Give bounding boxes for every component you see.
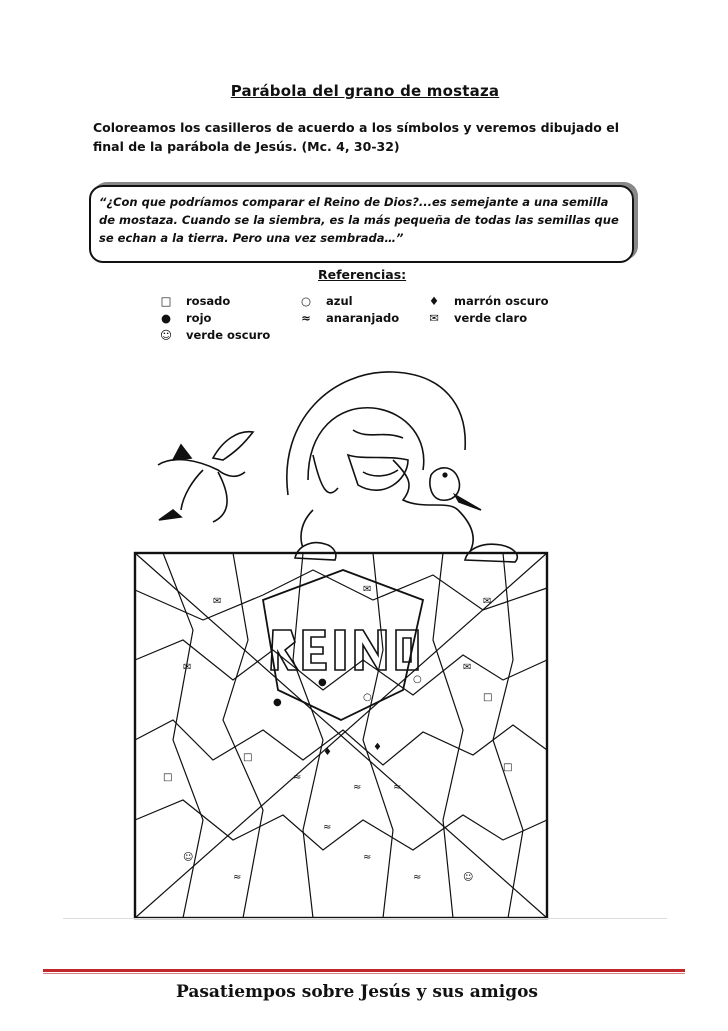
svg-text:≈: ≈ — [413, 872, 422, 883]
footer-rule-thin — [43, 973, 685, 974]
legend-item-rojo — [158, 311, 211, 325]
svg-text:✉: ✉ — [183, 662, 192, 673]
svg-text:□: □ — [503, 762, 513, 773]
footer-rule — [43, 969, 685, 972]
legend-label: rojo — [186, 311, 212, 325]
waves-icon: ≈ — [301, 311, 311, 325]
svg-text:✉: ✉ — [483, 596, 492, 607]
quote-box — [89, 185, 634, 263]
svg-text:≈: ≈ — [363, 852, 372, 863]
dove-right — [430, 468, 481, 510]
svg-text:✉: ✉ — [363, 584, 372, 595]
svg-text:≈: ≈ — [393, 782, 402, 793]
svg-text:●: ● — [318, 677, 327, 688]
legend-label: verde oscuro — [186, 328, 271, 342]
worksheet-title: Parábola del grano de mostaza — [230, 82, 500, 100]
legend-item-verde-claro — [426, 311, 527, 325]
legend-item-rosado — [158, 294, 230, 308]
svg-text:≈: ≈ — [233, 872, 242, 883]
legend-label: rosado — [186, 294, 231, 308]
legend-item-verde-oscuro — [158, 328, 270, 342]
svg-text:□: □ — [483, 692, 493, 703]
svg-text:☺: ☺ — [463, 872, 474, 883]
scan-edge — [63, 918, 667, 919]
envelope-icon: ✉ — [429, 311, 439, 325]
square-icon: □ — [160, 294, 172, 308]
circle-icon: ○ — [300, 294, 312, 308]
svg-text:○: ○ — [363, 692, 372, 703]
legend-label: azul — [326, 294, 353, 308]
legend-item-azul — [298, 294, 353, 308]
references-title: Referencias: — [318, 267, 407, 282]
svg-text:☺: ☺ — [183, 852, 194, 863]
svg-text:♦: ♦ — [373, 742, 382, 753]
legend-label: anaranjado — [326, 311, 400, 325]
svg-text:□: □ — [163, 772, 173, 783]
coloring-illustration — [63, 360, 667, 920]
footer-text: Pasatiempos sobre Jesús y sus amigos — [176, 982, 538, 1002]
svg-text:♦: ♦ — [323, 747, 332, 758]
svg-text:✉: ✉ — [463, 662, 472, 673]
worksheet-scan — [63, 60, 667, 920]
legend-label: marrón oscuro — [454, 294, 549, 308]
hidden-word-letters — [271, 630, 418, 670]
dot-icon: ● — [160, 311, 172, 325]
svg-text:≈: ≈ — [293, 772, 302, 783]
legend-item-anaranjado — [298, 311, 399, 325]
bible-quote: “¿Con que podríamos comparar el Reino de Dios?...es semejante a una semilla de mostaza. Cuando se la siembra, es la más pequeña de todas las semillas que se echan a la tierra. Pero una vez sembrada…” — [99, 195, 619, 245]
mosaic-regions — [135, 553, 547, 918]
svg-text:✉: ✉ — [213, 596, 222, 607]
legend-item-marron-oscuro — [426, 294, 549, 308]
worksheet-instructions: Coloreamos los casilleros de acuerdo a los símbolos y veremos dibujado el final de la parábola de Jesús. (Mc. 4, 30-32) — [93, 120, 620, 154]
svg-text:≈: ≈ — [353, 782, 362, 793]
smiley-icon: ☺ — [160, 328, 172, 342]
svg-text:≈: ≈ — [323, 822, 332, 833]
legend-label: verde claro — [454, 311, 528, 325]
svg-text:□: □ — [243, 752, 253, 763]
dove-left — [158, 432, 253, 522]
svg-text:○: ○ — [413, 674, 422, 685]
diamond-icon: ♦ — [428, 294, 440, 308]
svg-text:●: ● — [273, 697, 282, 708]
